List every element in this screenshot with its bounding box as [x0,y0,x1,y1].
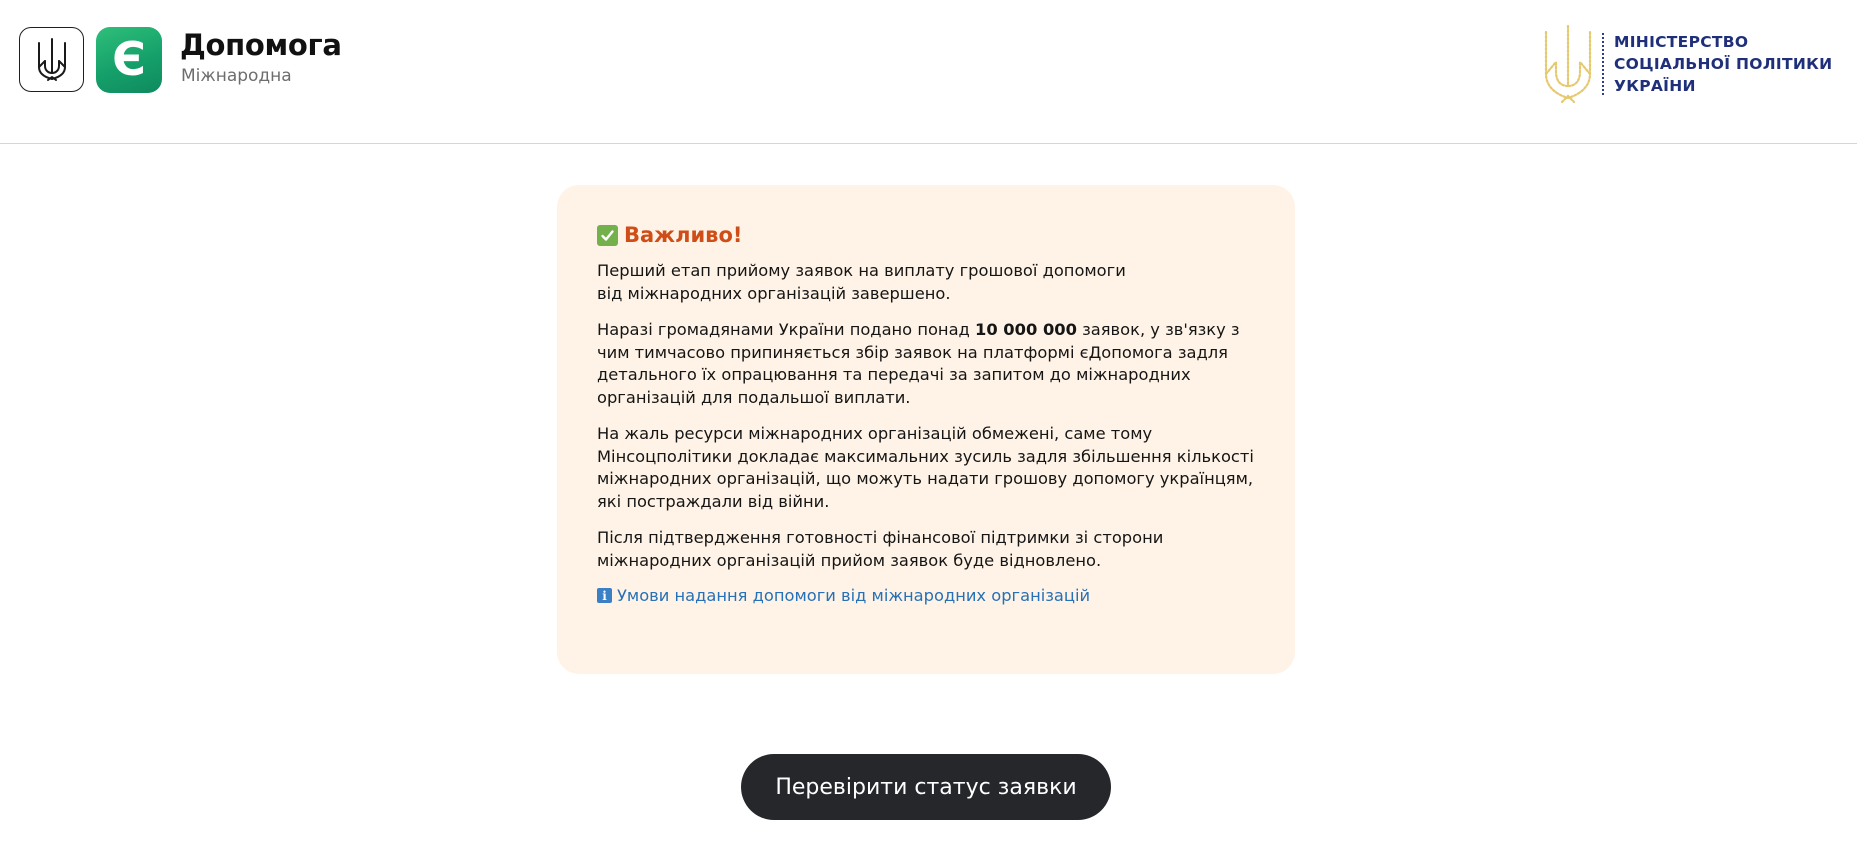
ministry-line-3: УКРАЇНИ [1614,77,1696,95]
paragraph-2-start: Наразі громадянами України подано понад [597,320,975,339]
important-notice [557,185,1295,674]
ministry-divider [1602,33,1604,95]
brand-title[interactable]: Допомога [180,28,342,62]
aid-conditions-link-label: Умови надання допомоги від міжнародних організацій [617,586,1091,605]
ministry-trident-icon [1540,22,1596,106]
paragraph-1-line-1: Перший етап прийому заявок на виплату грошової допомоги [597,261,1126,280]
notice-paragraph-1 [597,260,1255,305]
notice-paragraph-2 [597,319,1255,409]
edopomoga-logo[interactable] [96,27,162,93]
ministry-name [1614,31,1832,97]
info-icon: i [597,588,612,603]
logo-letter: Є [112,32,146,86]
site-header [0,0,1857,144]
applications-count: 10 000 000 [974,320,1077,339]
notice-paragraph-3: На жаль ресурси міжнародних організацій обмежені, саме тому Мінсоцполітики докладає максимальних зусиль задля збільшення кількості міжнародних організацій, що можуть надати грошову допомогу українцям, які постраждали від війни. [597,424,1254,511]
aid-conditions-link[interactable] [597,586,1255,605]
notice-heading [597,223,1255,247]
trident-icon[interactable] [19,27,84,92]
check-status-button[interactable]: Перевірити статус заявки [741,754,1111,820]
ministry-logo[interactable] [1540,22,1832,106]
paragraph-1-line-2: від міжнародних організацій завершено. [597,283,951,303]
paragraph-2-rest: заявок, у зв'язку з чим тимчасово припиняється збір заявок на платформі єДопомога задля детального їх опрацювання та передачі за запитом до міжнародних організацій для подальшої виплати. [597,320,1240,407]
brand-subtitle: Міжнародна [181,66,292,86]
checkmark-icon [597,225,618,246]
notice-title: Важливо! [624,223,743,247]
notice-paragraph-4: Після підтвердження готовності фінансової підтримки зі сторони міжнародних організацій прийом заявок буде відновлено. [597,528,1164,570]
ministry-line-2: СОЦІАЛЬНОЇ ПОЛІТИКИ [1614,55,1833,73]
ministry-line-1: МІНІСТЕРСТВО [1614,33,1749,51]
